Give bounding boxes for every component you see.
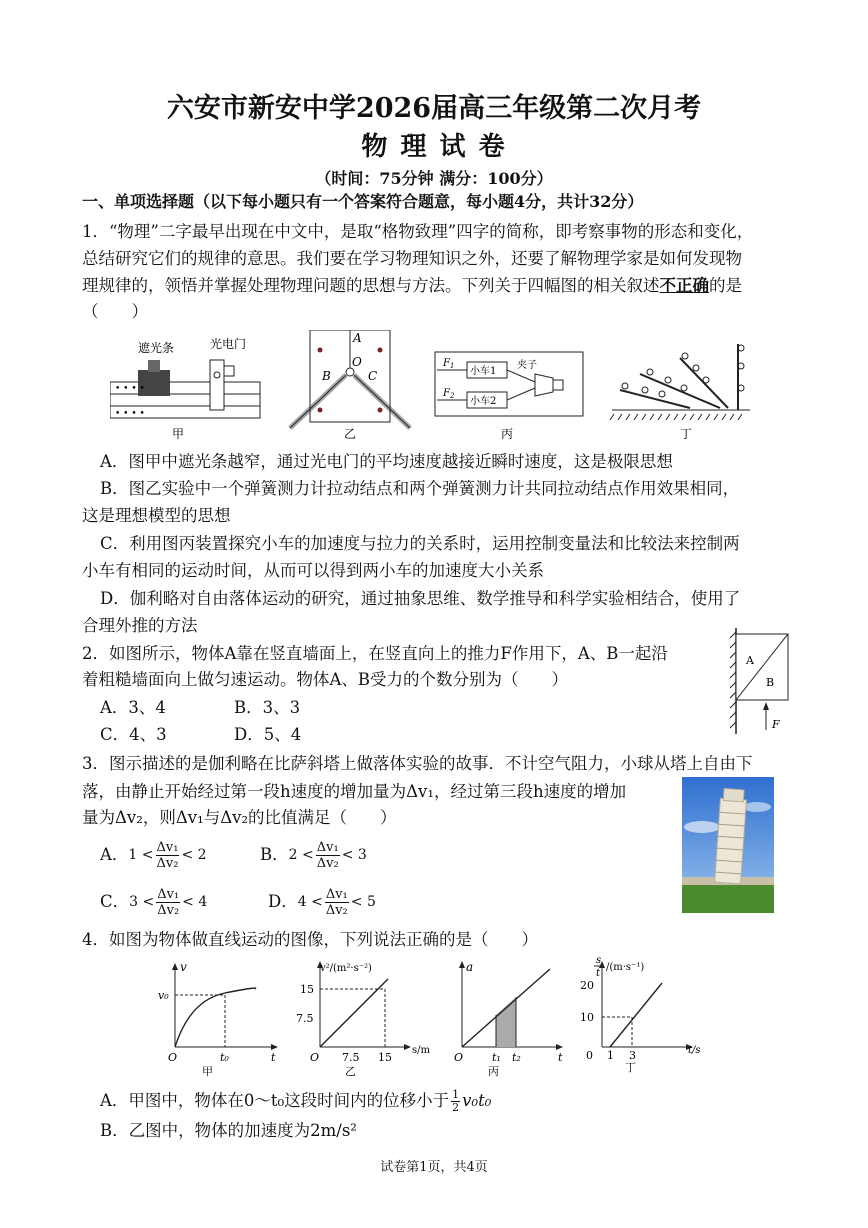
q1-optC1: C．利用图丙装置探究小车的加速度与拉力的关系时，运用控制变量法和比较法来控制两 (100, 534, 740, 553)
q1-line2: 总结研究它们的规律的意思。我们要在学习物理知识之外，还要了解物理学家是如何发现物 (82, 249, 742, 268)
ding-caption: 丁 (625, 1061, 636, 1074)
label-car2: 小车2 (470, 396, 497, 407)
ding-xtick-0: 0 (586, 1049, 593, 1062)
bing-t1: t₁ (492, 1051, 501, 1064)
exam-title: 六安市新安中学2026届高三年级第二次月考 (166, 93, 702, 124)
q3-line1: 3．图示描述的是伽利略在比萨斜塔上做落体实验的故事．不计空气阻力，小球从塔上自由下 (82, 754, 753, 773)
yi-origin: O (310, 1051, 320, 1064)
bing-ylabel: a (466, 960, 474, 974)
q3-optC-hi: < 4 (182, 894, 208, 910)
q3-optD (268, 885, 376, 919)
jia-caption: 甲 (202, 1065, 213, 1078)
exam-subtitle: 物 理 试 卷 (361, 132, 507, 162)
label-C: C (368, 369, 378, 383)
q3-optC-frac: $\frac{\text{Δv₁}}{\text{Δv₂}}$ (157, 886, 180, 918)
ding-yunit: /(m·s⁻¹) (606, 962, 645, 973)
q3-optC-lo: 3 < (129, 894, 155, 910)
q2-label-B: B (766, 676, 775, 689)
label-zheguang: 遮光条 (138, 341, 175, 355)
q3-optB-frac: $\frac{\text{Δv₁}}{\text{Δv₂}}$ (316, 839, 339, 871)
q2-optA: A．3、4 (100, 698, 166, 717)
q3-optC (100, 885, 207, 919)
q1-optD1: D．伽利略对自由落体运动的研究，通过抽象思维、数学推导和科学实验相结合，使用了 (100, 589, 741, 608)
jia-origin: O (168, 1051, 178, 1064)
q4-optA-v0t0: v₀t₀ (462, 1091, 492, 1110)
label-F2: $F_2$ (443, 388, 455, 400)
q1-underlined: 不正确 (659, 276, 709, 295)
q1-figures (110, 330, 800, 446)
page-footer: 试卷第1页，共4页 (380, 1160, 488, 1175)
q2-optC: C．4、3 (100, 725, 167, 744)
graph-yi (296, 961, 431, 1078)
q3-optB (260, 838, 367, 872)
q3-line3: 量为Δv₂，则Δv₁与Δv₂的比值满足（ ） (82, 808, 397, 827)
yi-caption: 乙 (345, 1065, 356, 1078)
label-car1: 小车1 (470, 366, 497, 377)
q3-optA (100, 838, 207, 872)
q3-optD-frac: $\frac{\text{Δv₁}}{\text{Δv₂}}$ (325, 886, 348, 918)
q3-optA-label: A． (100, 845, 129, 864)
q1-optD2: 合理外推的方法 (82, 616, 198, 635)
pisa-tower-photo (682, 777, 774, 913)
ding-ytick-20: 20 (580, 979, 594, 992)
q3-optD-label: D． (268, 892, 298, 911)
q3-optD-lo: 4 < (297, 894, 323, 910)
yi-xtick-15: 15 (378, 1051, 392, 1064)
q2-line2: 着粗糙墙面向上做匀速运动。物体A、B受力的个数分别为（ ） (82, 670, 569, 689)
q4-optA (100, 1088, 491, 1114)
ding-xtick-3: 3 (629, 1049, 636, 1062)
figure-ding (610, 344, 750, 441)
q4-graphs (150, 955, 720, 1080)
q1-line3b: 的是 (709, 276, 742, 295)
graph-ding (580, 955, 701, 1074)
yi-ytick-15: 15 (300, 983, 314, 996)
jia-ylabel: v (180, 960, 187, 974)
q1-optB1: B．图乙实验中一个弹簧测力计拉动结点和两个弹簧测力计共同拉动结点作用效果相同， (100, 479, 740, 498)
jia-t0: t₀ (220, 1051, 229, 1064)
q4-optA-text: A．甲图中，物体在0～t₀这段时间内的位移小于 (100, 1091, 450, 1110)
yi-ylabel: v²/(m²·s⁻²) (320, 963, 372, 974)
bing-origin: O (454, 1051, 464, 1064)
label-O: O (352, 355, 362, 369)
q1-optA: A．图甲中遮光条越窄，通过光电门的平均速度越接近瞬时速度，这是极限思想 (100, 452, 673, 471)
bing-t2: t₂ (512, 1051, 521, 1064)
q1-line3a: 理规律的，领悟并掌握处理物理问题的思想与方法。下列关于四幅图的相关叙述 (82, 276, 660, 295)
q3-optA-lo: 1 < (128, 847, 154, 863)
ding-ylabel-den: t (596, 968, 601, 979)
jia-xlabel: t (271, 1051, 276, 1064)
figure-bing (435, 352, 583, 441)
bing-xlabel: t (558, 1051, 563, 1064)
q4-line1: 4．如图为物体做直线运动的图像，下列说法正确的是（ ） (82, 930, 538, 949)
exam-info: （时间：75分钟 满分：100分） (315, 169, 553, 188)
q2-figure (726, 626, 794, 738)
q2-line1: 2．如图所示，物体A靠在竖直墙面上，在竖直向上的推力F作用下，A、B一起沿 (82, 644, 668, 663)
q4-optA-frac: $\frac{1}{2}$ (452, 1087, 460, 1114)
section-heading: 一、单项选择题（以下每小题只有一个答案符合题意，每小题4分，共计32分） (82, 192, 644, 211)
ding-ytick-10: 10 (580, 1011, 594, 1024)
q2-label-A: A (746, 654, 754, 667)
caption-bing: 丙 (501, 427, 514, 441)
svg-text:• • • •: • • • • (115, 384, 145, 394)
caption-jia: 甲 (172, 427, 185, 441)
q3-optD-hi: < 5 (350, 894, 376, 910)
label-F1: $F_1$ (443, 358, 455, 370)
q3-optA-hi: < 2 (181, 847, 207, 863)
q3-optA-frac: $\frac{\text{Δv₁}}{\text{Δv₂}}$ (156, 839, 179, 871)
label-A: A (353, 331, 362, 345)
ding-ylabel-num: s (596, 955, 602, 966)
q1-optC2: 小车有相同的运动时间，从而可以得到两小车的加速度大小关系 (82, 561, 544, 580)
q3-optC-label: C． (100, 892, 130, 911)
graph-bing (454, 960, 563, 1078)
q2-optD: D．5、4 (234, 725, 302, 744)
q4-optB: B．乙图中，物体的加速度为2m/s² (100, 1121, 357, 1140)
q1-bracket: （ ） (82, 302, 148, 321)
caption-yi: 乙 (344, 427, 357, 441)
label-B: B (322, 369, 331, 383)
q1-line1: 1．“物理”二字最早出现在中文中，是取“格物致理”四字的简称，即考察事物的形态和变化， (82, 222, 754, 241)
q1-optB2: 这是理想模型的思想 (82, 506, 231, 525)
svg-text:• • • •: • • • • (115, 409, 145, 419)
q3-line2: 落，由静止开始经过第一段h速度的增加量为Δv₁，经过第三段h速度的增加 (82, 782, 627, 801)
ding-xtick-1: 1 (607, 1049, 614, 1062)
q2-optB: B．3、3 (234, 698, 301, 717)
bing-caption: 丙 (488, 1065, 499, 1078)
ding-xlabel: t/s (688, 1045, 701, 1056)
label-guangdianmen: 光电门 (210, 337, 247, 351)
graph-jia (158, 960, 278, 1078)
q2-label-F: F (772, 718, 780, 731)
figure-yi (290, 330, 410, 441)
jia-v0: v₀ (158, 989, 169, 1002)
q3-optB-hi: < 3 (341, 847, 367, 863)
yi-ytick-7.5: 7.5 (296, 1012, 314, 1025)
yi-xtick-7.5: 7.5 (342, 1051, 360, 1064)
yi-xlabel: s/m (412, 1045, 430, 1056)
q3-optB-lo: 2 < (288, 847, 314, 863)
caption-ding: 丁 (680, 427, 693, 441)
figure-jia (110, 336, 260, 441)
q3-optB-label: B． (260, 845, 289, 864)
label-clip: 夹子 (517, 360, 537, 371)
q1-line3 (82, 276, 742, 296)
